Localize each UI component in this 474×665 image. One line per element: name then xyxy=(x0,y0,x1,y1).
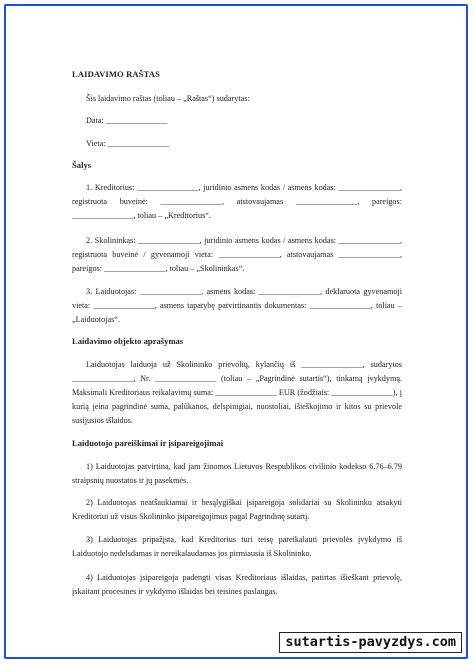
paragraph-guarantor xyxy=(72,285,402,327)
site-watermark: sutartis-pavyzdys.com xyxy=(279,632,462,653)
declaration-2 xyxy=(72,496,402,524)
declaration-4 xyxy=(72,571,402,599)
document-title: LAIDAVIMO RAŠTAS xyxy=(72,69,160,79)
paragraph-creditor xyxy=(72,181,402,223)
declaration-1-text: 1) Laiduotojas patvirtina, kad jam žinomos Lietuvos Respublikos civilinio kodekso 6.76–6.79 straipsnių nuostatos ir jų pasekmės. xyxy=(72,462,402,485)
paragraph-debtor-text: 2. Skolininkas: _______________, juridinio asmens kodas / asmens kodas: _______________, registruota buveinė / gyvenamoji vieta: _______________, atstovaujamas _______________, pareigos: _______________, toliau – „Skolininkas“. xyxy=(72,236,402,273)
paragraph-creditor-text: 1. Kreditorius: _______________, juridinio asmens kodas / asmens kodas: _______________, registruota buveinė: _______________, atstovaujamas _______________, pareigos: _______________, toliau – „Kreditorius“. xyxy=(72,183,402,220)
declaration-2-text: 2) Laiduotojas neatšaukiamai ir besąlygiškai įsipareigoja solidariai su Skolininku atsakyti Kreditoriui už visus Skolininko įsipareigojimus pagal Pagrindinę sutartį. xyxy=(72,498,402,521)
paragraph-object xyxy=(72,358,402,428)
intro-line: Šis laidavimo raštas (toliau – „Raštas“) sudarytas: xyxy=(86,94,250,103)
paragraph-object-text: Laiduotojas laiduoja už Skolininko prievolių, kylančių iš _______________, sudarytos _______________, Nr. _______________ (toliau – „Pagrindinė sutartis“), tinkamą įvykdymą. Maksimali Kreditoriaus reikalavimų suma: _______________ EUR (žodžiais: _______________), į kurią įeina pagrindinė suma, palūkanos, delspinigiai, nuostoliai, išieškojimo ir kitos su prievole susijusios išlaidos. xyxy=(72,360,402,425)
declaration-3-text: 3) Laiduotojas pripažįsta, kad Kreditorius turi teisę pareikalauti prievolės įvykdymo iš Laiduotojo nedelsdamas ir nereikalaudamas jos pirmiausia iš Skolininko. xyxy=(72,535,402,558)
declaration-3 xyxy=(72,533,402,561)
paragraph-debtor xyxy=(72,234,402,276)
section-heading-parties: Šalys xyxy=(72,160,92,170)
place-line: Vieta: _______________ xyxy=(86,139,169,148)
date-line: Data: _______________ xyxy=(86,116,168,125)
paragraph-guarantor-text: 3. Laiduotojas: _______________, asmens kodas: _______________, deklaruota gyvenamoji vieta: _______________, asmens tapatybę patvirtinantis dokumentas: _______________, toliau – „Laiduotojas“. xyxy=(72,287,402,324)
declaration-4-text: 4) Laiduotojas įsipareigoja padengti visas Kreditoriaus išlaidas, patirtas išieškant prievolę, įskaitant procesines ir vykdymo išlaidas bei teisines paslaugas. xyxy=(72,573,402,596)
section-heading-object: Laidavimo objekto aprašymas xyxy=(72,336,184,346)
section-heading-declarations: Laiduotojo pareiškimai ir įsipareigojimai xyxy=(72,438,224,448)
declaration-1 xyxy=(72,460,402,488)
